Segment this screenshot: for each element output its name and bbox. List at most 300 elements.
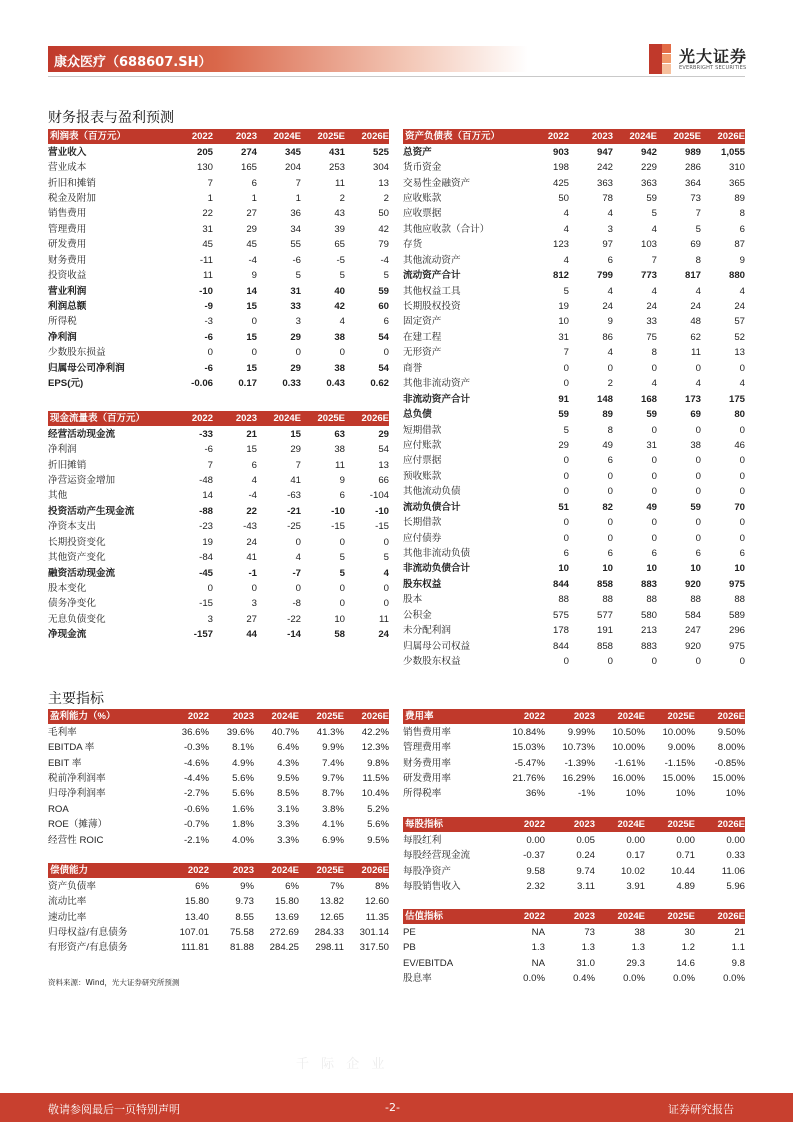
table-row (48, 175, 389, 190)
table-row (48, 144, 389, 159)
row-label: 无形资产 (403, 347, 442, 359)
row-label: 长期投资变化 (48, 536, 106, 548)
cell-value: 8.00% (717, 742, 745, 754)
cell-value: 5 (339, 270, 345, 282)
cell-value: 0 (295, 583, 301, 595)
table-row (403, 955, 745, 970)
cell-value: 63 (334, 428, 345, 440)
cell-value: 844 (552, 640, 569, 652)
row-label: 每股红利 (403, 834, 442, 846)
row-label: 每股经营现金流 (403, 850, 471, 862)
cell-value: 0 (295, 347, 301, 359)
cell-value: 5.6% (367, 819, 389, 831)
cell-value: 73 (584, 926, 595, 938)
cell-value: 8 (651, 347, 657, 359)
cell-value: 304 (372, 162, 389, 174)
cell-value: 21.76% (512, 772, 545, 784)
page-number: -2- (385, 1101, 400, 1114)
cell-value: 3.1% (277, 803, 299, 815)
table-row (48, 426, 389, 441)
row-label: 其他资产变化 (48, 552, 106, 564)
cell-value: 947 (596, 146, 613, 158)
footer-report-type: 证券研究报告 (668, 1103, 734, 1116)
cell-value: 301.14 (359, 926, 389, 938)
cell-value: 79 (378, 239, 389, 251)
cell-value: 7.4% (322, 757, 344, 769)
cell-value: 0 (607, 486, 613, 498)
row-label: 预收账款 (403, 470, 442, 482)
cell-value: 69 (690, 239, 701, 251)
cell-value: 36 (290, 208, 301, 220)
cell-value: -4 (248, 490, 257, 502)
cell-value: 10 (646, 563, 657, 575)
row-label: 股本变化 (48, 583, 87, 595)
table-row (403, 515, 745, 530)
cell-value: 66 (378, 474, 389, 486)
table-row (403, 786, 745, 801)
cell-value: 0 (339, 347, 345, 359)
cell-value: 365 (728, 177, 745, 189)
cell-value: 0.0% (673, 972, 695, 984)
cell-value: 0.0% (523, 972, 545, 984)
cell-value: 8 (739, 208, 745, 220)
cell-value: 9.8% (367, 757, 389, 769)
cell-value: 6 (251, 177, 257, 189)
cell-value: 91 (558, 393, 569, 405)
cell-value: 5.2% (367, 803, 389, 815)
column-header: 2022 (164, 863, 209, 878)
cell-value: -43 (243, 521, 257, 533)
cell-value: 10.4% (361, 788, 389, 800)
row-label: 经营性 ROIC (48, 834, 104, 846)
cell-value: -4.4% (183, 772, 209, 784)
cell-value: 11.35 (365, 911, 389, 923)
row-label: 无息负债变化 (48, 613, 106, 625)
cell-value: -2.1% (183, 834, 209, 846)
cell-value: 4 (251, 474, 257, 486)
cell-value: 975 (728, 640, 745, 652)
cell-value: 13.40 (184, 911, 209, 923)
cell-value: 175 (728, 393, 745, 405)
cell-value: -3 (204, 316, 213, 328)
cell-value: 1.2 (681, 942, 695, 954)
cell-value: 284.33 (314, 926, 344, 938)
cell-value: 88 (558, 594, 569, 606)
row-label: 流动比率 (48, 896, 87, 908)
row-label: 其他权益工具 (403, 285, 461, 297)
cell-value: -21 (287, 505, 301, 517)
cell-value: 0.71 (676, 850, 695, 862)
income-statement-table (48, 129, 389, 391)
cell-value: 29 (378, 428, 389, 440)
cell-value: 9.99% (567, 726, 595, 738)
column-header: 2023 (209, 709, 254, 724)
table-row (403, 175, 745, 190)
row-label: 所得税率 (403, 788, 442, 800)
row-label: 其他非流动资产 (403, 378, 471, 390)
cell-value: 123 (552, 239, 569, 251)
cell-value: -45 (199, 567, 213, 579)
cell-value: 9.74 (576, 865, 595, 877)
cell-value: 10% (725, 788, 745, 800)
source-note: 资料来源：Wind，光大证券研究所预测 (48, 978, 180, 987)
cell-value: 31 (558, 331, 569, 343)
table-row (403, 608, 745, 623)
cell-value: 165 (240, 162, 257, 174)
cell-value: 0 (563, 362, 569, 374)
cell-value: 12.65 (319, 911, 344, 923)
table-row (48, 833, 389, 848)
table-row (403, 879, 745, 894)
table-row (403, 283, 745, 298)
cell-value: 0 (207, 347, 213, 359)
cell-value: 43 (334, 208, 345, 220)
column-header: 2024E (254, 709, 299, 724)
cell-value: 13.82 (319, 896, 344, 908)
cell-value: 0 (383, 598, 389, 610)
cell-value: 38 (334, 362, 345, 374)
cell-value: 31 (646, 439, 657, 451)
cell-value: 4 (695, 285, 701, 297)
cell-value: 274 (240, 146, 257, 158)
cell-value: 15.00% (712, 772, 745, 784)
row-label: 归属母公司净利润 (48, 362, 125, 374)
row-label: 研发费用 (48, 239, 87, 251)
row-label: 应付债券 (403, 532, 442, 544)
cell-value: 29 (558, 439, 569, 451)
cell-value: 15.80 (184, 896, 209, 908)
table-row (48, 268, 389, 283)
cell-value: 0 (251, 583, 257, 595)
table-header-row (403, 129, 745, 144)
row-label: 每股销售收入 (403, 880, 461, 892)
column-header: 2022 (174, 129, 213, 144)
cell-value: 0.0% (723, 972, 745, 984)
cell-value: 0.4% (573, 972, 595, 984)
cell-value: -104 (369, 490, 389, 502)
cell-value: 10 (558, 316, 569, 328)
table-row (403, 361, 745, 376)
cell-value: 0 (695, 517, 701, 529)
cell-value: 16.00% (612, 772, 645, 784)
table-header-row (48, 411, 389, 426)
cell-value: 19 (202, 536, 213, 548)
cell-value: 6 (383, 316, 389, 328)
cell-value: 7 (295, 459, 301, 471)
table-row (48, 771, 389, 786)
column-header: 2025E (657, 129, 701, 144)
table-row (48, 909, 389, 924)
cell-value: 5 (295, 270, 301, 282)
table-row (403, 299, 745, 314)
table-row (403, 724, 745, 739)
cell-value: 5.96 (726, 880, 745, 892)
row-label: 总资产 (403, 146, 432, 158)
cell-value: 8.7% (322, 788, 344, 800)
cell-value: 364 (684, 177, 701, 189)
cell-value: 2 (339, 192, 345, 204)
column-header: 2026E (695, 909, 745, 924)
table-row (403, 330, 745, 345)
cell-value: 9 (607, 316, 613, 328)
table-row (403, 376, 745, 391)
cell-value: 4 (563, 223, 569, 235)
cell-value: 22 (246, 505, 257, 517)
cell-value: -1.61% (614, 757, 645, 769)
row-label: EBIT 率 (48, 757, 82, 769)
column-header: 2026E (344, 863, 389, 878)
cell-value: 0 (651, 517, 657, 529)
valuation-table (403, 909, 745, 986)
cell-value: 0 (651, 532, 657, 544)
cell-value: 21 (246, 428, 257, 440)
cell-value: 36.6% (181, 726, 209, 738)
cell-value: 9.73 (235, 896, 254, 908)
cell-value: 4 (607, 208, 613, 220)
cell-value: -33 (199, 428, 213, 440)
cell-value: 975 (728, 578, 745, 590)
cell-value: 13 (378, 177, 389, 189)
cell-value: 107.01 (179, 926, 209, 938)
cell-value: 584 (684, 609, 701, 621)
row-label: PB (403, 942, 416, 954)
cell-value: 75 (646, 331, 657, 343)
column-header: 2024E (254, 863, 299, 878)
cell-value: 4.9% (232, 757, 254, 769)
cell-value: 9.7% (322, 772, 344, 784)
cell-value: 4 (607, 285, 613, 297)
row-label: 财务费用 (48, 254, 87, 266)
cell-value: 1.3 (581, 942, 595, 954)
cell-value: -157 (193, 629, 213, 641)
row-label: 非流动负债合计 (403, 563, 471, 575)
row-label: 营业收入 (48, 146, 87, 158)
cell-value: 6 (607, 254, 613, 266)
cell-value: 1 (295, 192, 301, 204)
column-header: 2024E (595, 709, 645, 724)
cell-value: 89 (734, 192, 745, 204)
cell-value: 310 (728, 162, 745, 174)
row-label: 资产负债率 (48, 880, 96, 892)
table-row (403, 237, 745, 252)
cell-value: 31 (290, 285, 301, 297)
cell-value: -1 (248, 567, 257, 579)
cell-value: 0 (739, 362, 745, 374)
cell-value: 9.8 (731, 957, 745, 969)
header-divider (48, 76, 745, 77)
table-row (48, 473, 389, 488)
per-share-table (403, 817, 745, 894)
cell-value: 0.0% (623, 972, 645, 984)
cell-value: 2 (607, 378, 613, 390)
cell-value: 15 (246, 301, 257, 313)
table-row (403, 469, 745, 484)
cell-value: 46 (734, 439, 745, 451)
column-header: 2024E (613, 129, 657, 144)
cell-value: 15.80 (274, 896, 299, 908)
cell-value: 5 (383, 552, 389, 564)
cell-value: 60 (378, 301, 389, 313)
cell-value: 9 (251, 270, 257, 282)
cell-value: 130 (196, 162, 213, 174)
cell-value: 9 (739, 254, 745, 266)
row-label: 管理费用 (48, 223, 87, 235)
row-label: 其他 (48, 490, 68, 502)
cell-value: -8 (292, 598, 301, 610)
cell-value: 33 (290, 301, 301, 313)
cell-value: 5 (695, 223, 701, 235)
table-row (48, 237, 389, 252)
row-label: 所得税 (48, 316, 77, 328)
cell-value: 284.25 (269, 942, 299, 954)
row-label: 财务费用率 (403, 757, 451, 769)
table-title: 现金流量表（百万元） (48, 411, 174, 426)
cell-value: -0.06 (191, 378, 213, 390)
cell-value: 58 (334, 629, 345, 641)
cell-value: 431 (328, 146, 345, 158)
column-header: 2026E (345, 129, 389, 144)
cell-value: -10 (331, 505, 345, 517)
cell-value: 10 (602, 563, 613, 575)
column-header: 2026E (345, 411, 389, 426)
cell-value: -14 (287, 629, 301, 641)
cell-value: 298.11 (315, 942, 344, 954)
cell-value: 88 (690, 594, 701, 606)
cell-value: 4.0% (232, 834, 254, 846)
cell-value: 575 (552, 609, 569, 621)
row-label: EBITDA 率 (48, 742, 95, 754)
table-row (48, 330, 389, 345)
row-label: 投资活动产生现金流 (48, 505, 135, 517)
cell-value: 0 (695, 532, 701, 544)
cell-value: 5 (339, 567, 345, 579)
cell-value: 29 (246, 223, 257, 235)
cell-value: 14 (202, 490, 213, 502)
cell-value: 41.3% (316, 726, 344, 738)
cell-value: -5.47% (514, 757, 545, 769)
row-label: 少数股东权益 (403, 656, 461, 668)
cell-value: 1 (207, 192, 213, 204)
cell-value: 55 (290, 239, 301, 251)
cell-value: 580 (640, 609, 657, 621)
table-title: 资产负债表（百万元） (403, 129, 509, 144)
cell-value: 0.05 (576, 834, 595, 846)
cell-value: 3.11 (577, 880, 595, 892)
cell-value: 0.43 (326, 378, 345, 390)
table-row (48, 565, 389, 580)
table-header-row (48, 863, 389, 878)
cell-value: 0 (607, 656, 613, 668)
cell-value: -4 (380, 254, 389, 266)
row-label: 每股净资产 (403, 865, 451, 877)
cell-value: 54 (378, 331, 389, 343)
table-row (48, 550, 389, 565)
row-label: 应付票据 (403, 455, 442, 467)
column-header: 2023 (209, 863, 254, 878)
cell-value: 9.58 (526, 865, 545, 877)
row-label: 债务净变化 (48, 598, 96, 610)
row-label: 货币资金 (403, 162, 442, 174)
cell-value: 81.88 (229, 942, 254, 954)
cell-value: NA (531, 926, 545, 938)
cell-value: -84 (199, 552, 213, 564)
cell-value: 15.00% (662, 772, 695, 784)
cell-value: 4 (651, 223, 657, 235)
table-title: 每股指标 (403, 817, 495, 832)
column-header: 2024E (257, 411, 301, 426)
column-header: 2026E (344, 709, 389, 724)
cell-value: 6 (607, 548, 613, 560)
cell-value: 24 (378, 629, 389, 641)
cell-value: 345 (284, 146, 301, 158)
cell-value: 16.29% (562, 772, 595, 784)
cell-value: 0 (651, 486, 657, 498)
cell-value: 6 (695, 548, 701, 560)
cell-value: 317.50 (359, 942, 389, 954)
cell-value: 24 (602, 301, 613, 313)
cell-value: 11 (203, 270, 213, 282)
cell-value: 6 (651, 548, 657, 560)
column-header: 2026E (695, 709, 745, 724)
cell-value: 12.60 (364, 896, 389, 908)
row-label: 净资本支出 (48, 521, 96, 533)
cell-value: 40 (334, 285, 345, 297)
column-header: 2022 (509, 129, 569, 144)
cell-value: 89 (602, 409, 613, 421)
cell-value: 13 (378, 459, 389, 471)
cell-value: 0.00 (676, 834, 695, 846)
cell-value: 5 (563, 285, 569, 297)
row-label: 有形资产/有息债务 (48, 942, 128, 954)
table-row (403, 438, 745, 453)
cell-value: 0 (651, 656, 657, 668)
cell-value: 6 (563, 548, 569, 560)
section-title-key-indicators: 主要指标 (48, 691, 104, 707)
cell-value: 4 (383, 567, 389, 579)
cell-value: -25 (287, 521, 301, 533)
table-row (403, 160, 745, 175)
cell-value: 205 (196, 146, 213, 158)
cell-value: 4.89 (676, 880, 695, 892)
row-label: 公积金 (403, 609, 432, 621)
row-label: 应付账款 (403, 439, 442, 451)
column-header: 2025E (299, 863, 344, 878)
table-row (48, 222, 389, 237)
cell-value: 9.9% (322, 742, 344, 754)
cell-value: 0 (295, 536, 301, 548)
cell-value: -5 (336, 254, 345, 266)
cell-value: -0.6% (183, 803, 209, 815)
cell-value: 29 (290, 362, 301, 374)
cell-value: 7 (295, 177, 301, 189)
table-row (48, 894, 389, 909)
cell-value: 247 (684, 625, 701, 637)
cell-value: 858 (596, 640, 613, 652)
table-row (48, 283, 389, 298)
cell-value: 10.44 (670, 865, 695, 877)
cell-value: -0.85% (714, 757, 745, 769)
cell-value: 178 (552, 625, 569, 637)
row-label: 销售费用率 (403, 726, 451, 738)
cell-value: 4 (695, 378, 701, 390)
cell-value: 24 (690, 301, 701, 313)
cell-value: 272.69 (269, 926, 299, 938)
row-label: 少数股东损益 (48, 347, 106, 359)
cell-value: -48 (199, 474, 213, 486)
cell-value: 0 (563, 532, 569, 544)
cell-value: 7 (695, 208, 701, 220)
column-header: 2024E (595, 909, 645, 924)
